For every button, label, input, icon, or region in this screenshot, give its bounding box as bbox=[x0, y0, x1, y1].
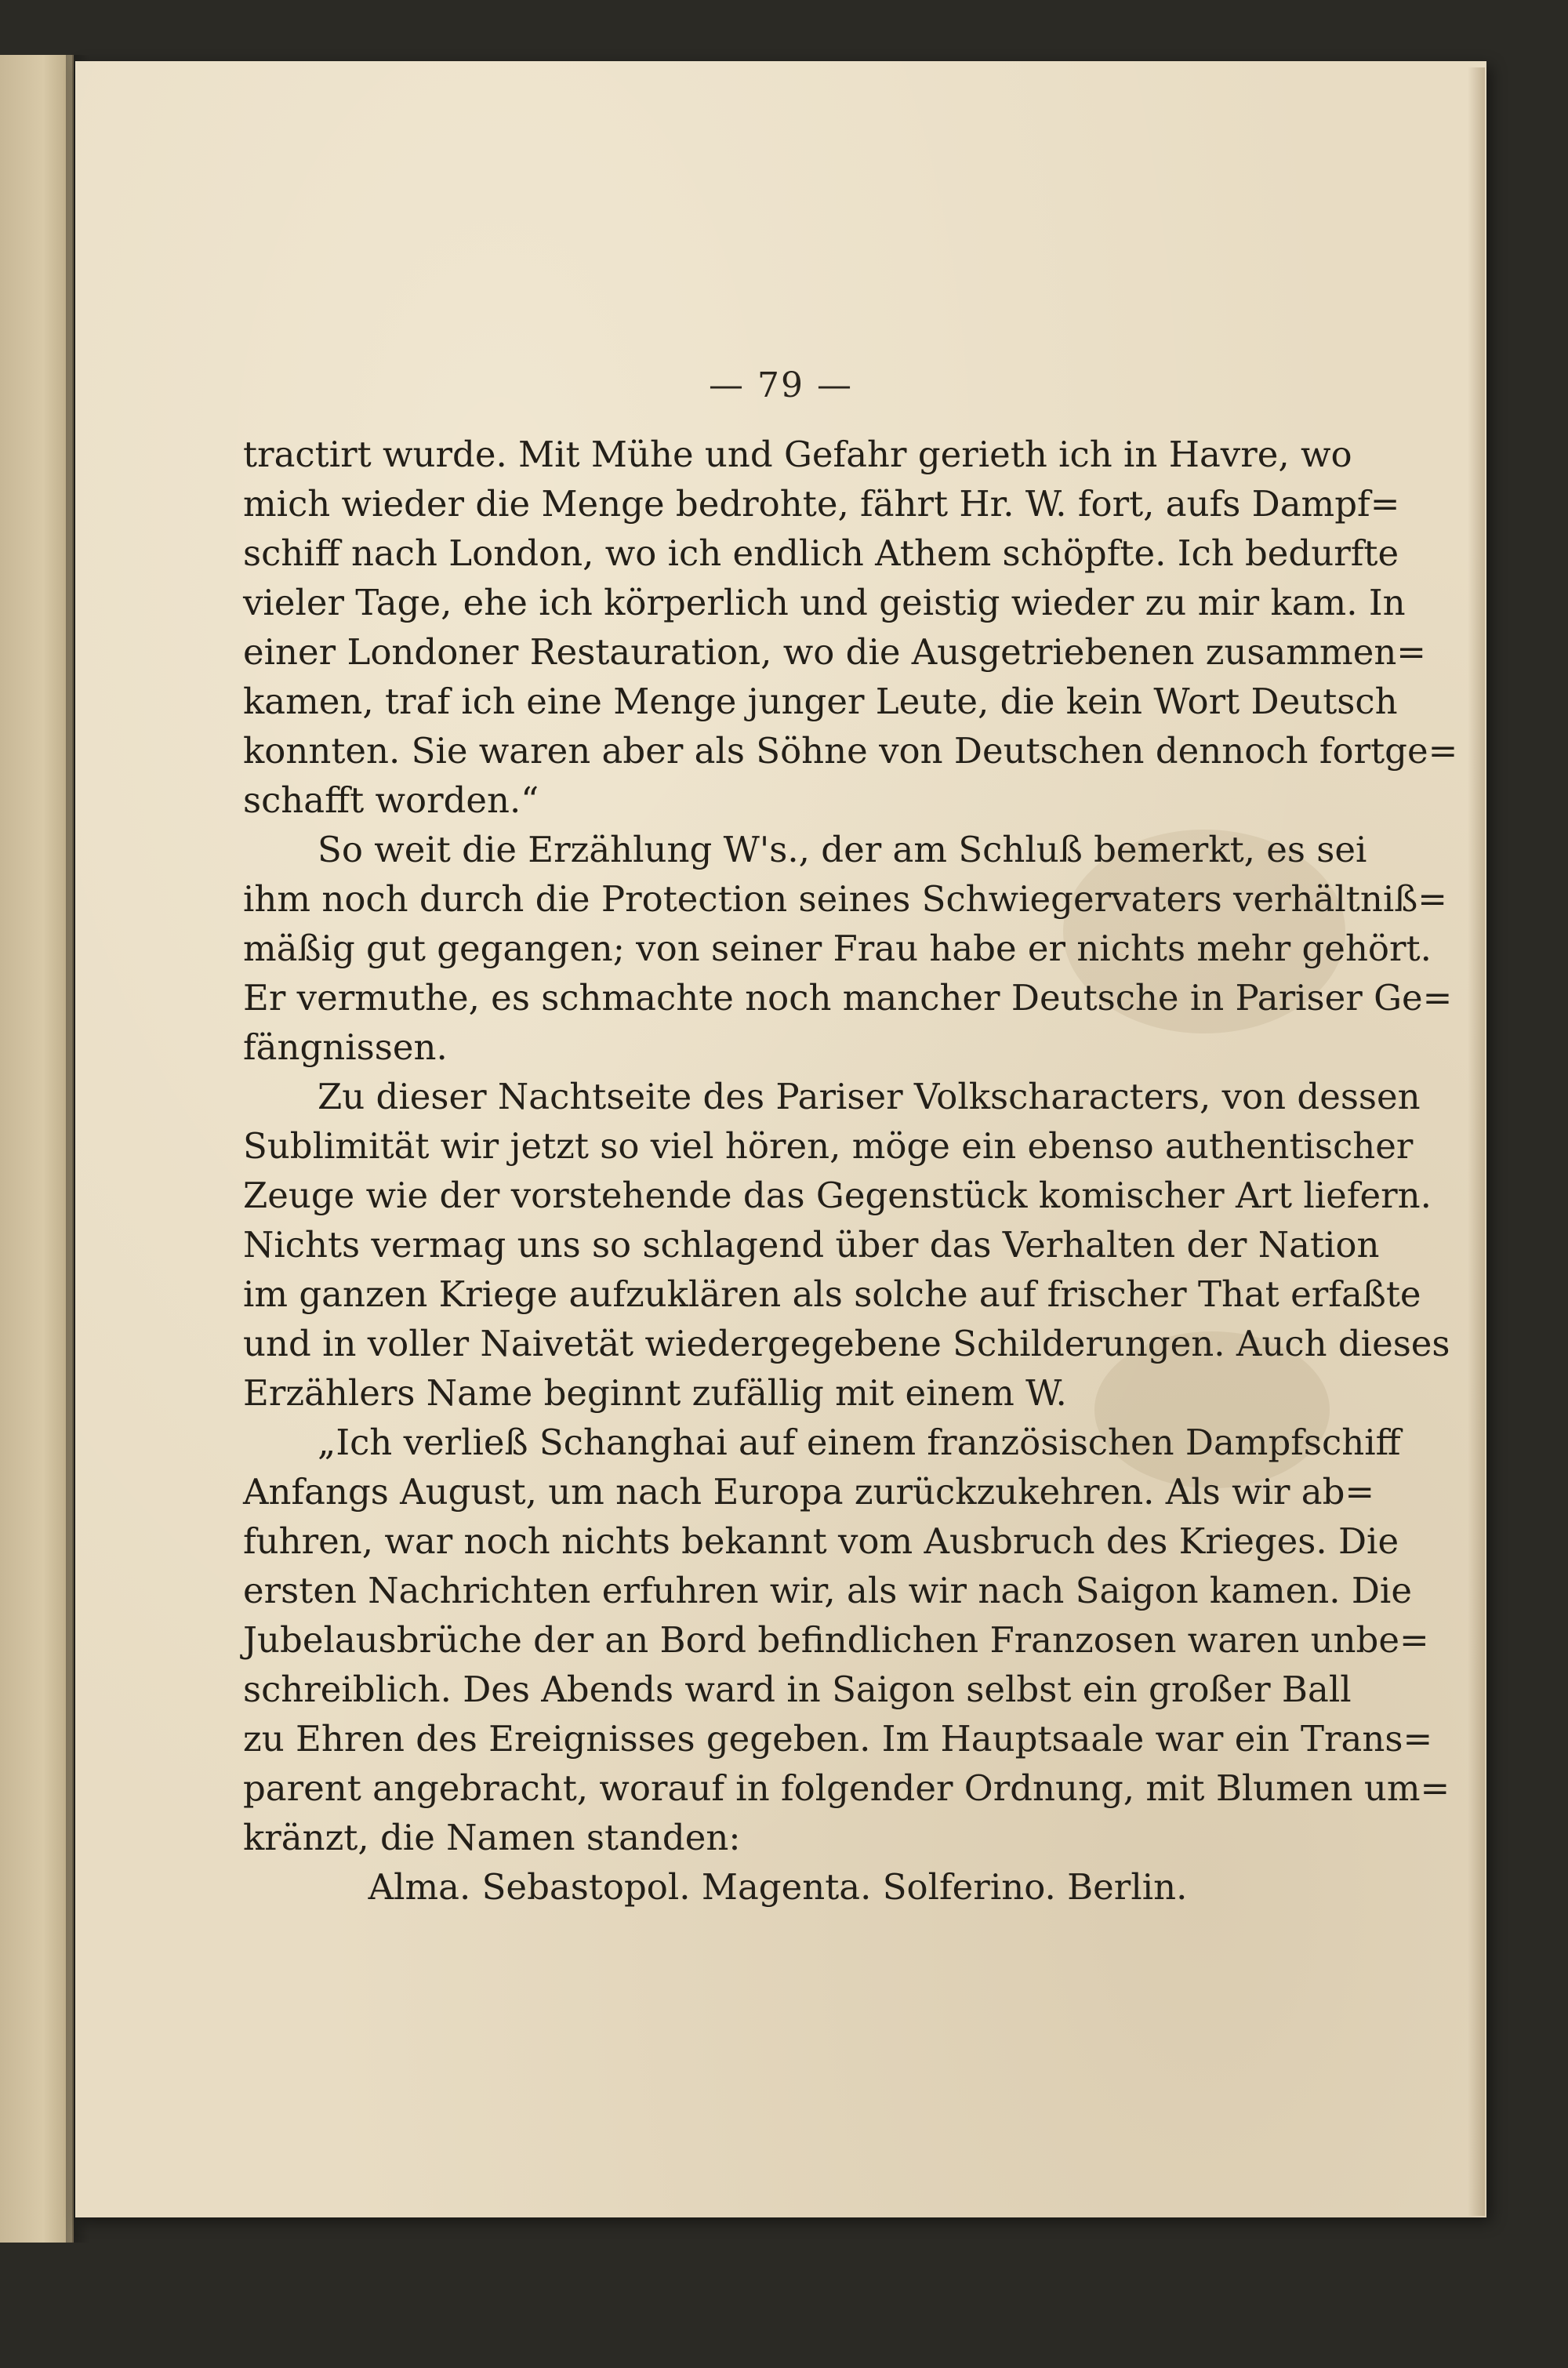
text-line: Erzählers Name beginnt zufällig mit einem W. bbox=[243, 1372, 1067, 1414]
text-line: Zeuge wie der vorstehende das Gegenstück komischer Art liefern. bbox=[243, 1175, 1432, 1216]
text-line-place-names: Alma. Sebastopol. Magenta. Solferino. Berlin. bbox=[368, 1866, 1188, 1908]
text-line: Er vermuthe, es schmachte noch mancher Deutsche in Pariser Ge= bbox=[243, 977, 1453, 1019]
page-number: — 79 — bbox=[709, 365, 853, 405]
text-line: ersten Nachrichten erfuhren wir, als wir nach Saigon kamen. Die bbox=[243, 1570, 1412, 1611]
text-line: So weit die Erzählung W's., der am Schluß bemerkt, es sei bbox=[318, 829, 1367, 870]
text-line: fuhren, war noch nichts bekannt vom Ausbruch des Krieges. Die bbox=[243, 1520, 1399, 1562]
text-line: tractirt wurde. Mit Mühe und Gefahr gerieth ich in Havre, wo bbox=[243, 434, 1352, 475]
text-line: mäßig gut gegangen; von seiner Frau habe er nichts mehr gehört. bbox=[243, 928, 1432, 969]
text-line: konnten. Sie waren aber als Söhne von Deutschen dennoch fortge= bbox=[243, 730, 1458, 772]
text-line: vieler Tage, ehe ich körperlich und geistig wieder zu mir kam. In bbox=[243, 582, 1406, 623]
text-line: zu Ehren des Ereignisses gegeben. Im Hauptsaale war ein Trans= bbox=[243, 1718, 1433, 1760]
text-line: Nichts vermag uns so schlagend über das Verhalten der Nation bbox=[243, 1224, 1380, 1266]
text-line: und in voller Naivetät wiedergegebene Schilderungen. Auch dieses bbox=[243, 1323, 1450, 1364]
text-line: ihm noch durch die Protection seines Schwiegervaters verhältniß= bbox=[243, 878, 1447, 920]
text-line: fängnissen. bbox=[243, 1026, 448, 1068]
text-line: Jubelausbrüche der an Bord befindlichen Franzosen waren unbe= bbox=[243, 1619, 1429, 1661]
text-line: schiff nach London, wo ich endlich Athem schöpfte. Ich bedurfte bbox=[243, 532, 1399, 574]
book-page bbox=[75, 61, 1486, 2217]
text-line: schreiblich. Des Abends ward in Saigon selbst ein großer Ball bbox=[243, 1669, 1352, 1710]
text-line: Anfangs August, um nach Europa zurückzukehren. Als wir ab= bbox=[243, 1471, 1375, 1513]
text-line: Zu dieser Nachtseite des Pariser Volkscharacters, von dessen bbox=[318, 1076, 1421, 1117]
text-line: mich wieder die Menge bedrohte, fährt Hr. W. fort, aufs Dampf= bbox=[243, 483, 1400, 525]
text-line: einer Londoner Restauration, wo die Ausgetriebenen zusammen= bbox=[243, 631, 1427, 673]
left-page-edge bbox=[0, 55, 74, 2243]
text-line: schafft worden.“ bbox=[243, 779, 539, 821]
body-text bbox=[243, 430, 1458, 1912]
text-line: kränzt, die Namen standen: bbox=[243, 1817, 741, 1858]
text-line: Sublimität wir jetzt so viel hören, möge ein ebenso authentischer bbox=[243, 1125, 1414, 1167]
text-line: im ganzen Kriege aufzuklären als solche auf frischer That erfaßte bbox=[243, 1273, 1421, 1315]
text-line: „Ich verließ Schanghai auf einem französischen Dampfschiff bbox=[318, 1422, 1401, 1463]
text-line: parent angebracht, worauf in folgender Ordnung, mit Blumen um= bbox=[243, 1767, 1450, 1809]
text-line: kamen, traf ich eine Menge junger Leute, die kein Wort Deutsch bbox=[243, 681, 1398, 722]
page-edge-shadow bbox=[1468, 67, 1485, 2216]
